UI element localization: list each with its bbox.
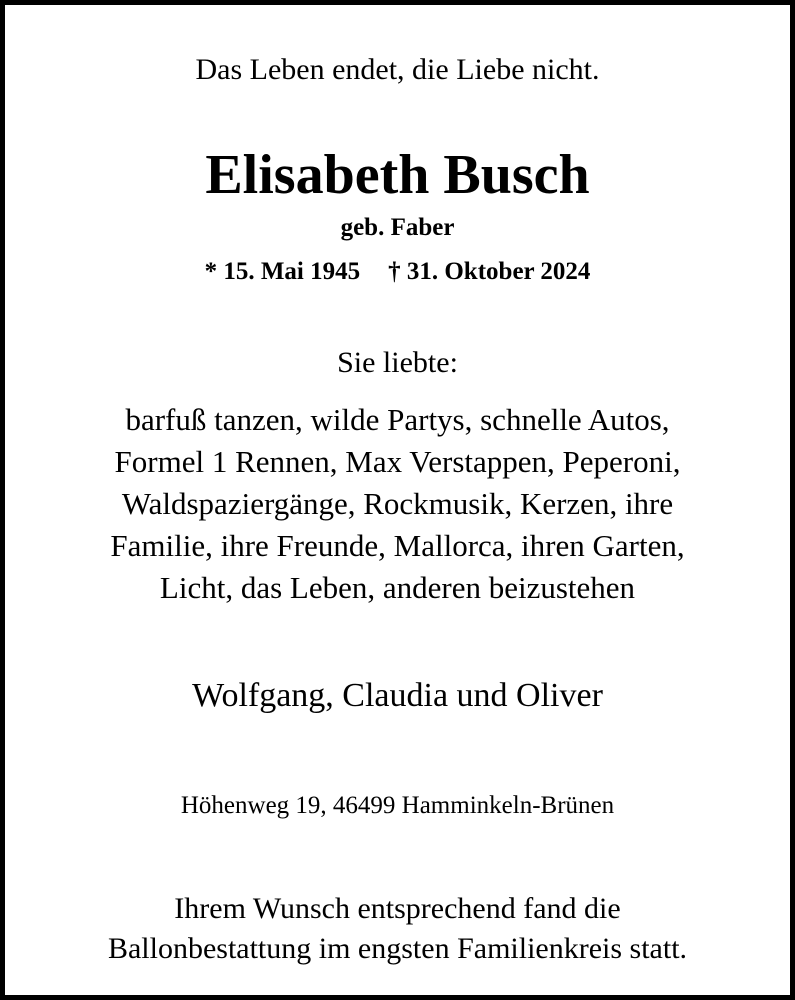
loved-line: Waldspaziergänge, Rockmusik, Kerzen, ihre	[121, 486, 674, 521]
closing-note	[5, 889, 790, 969]
birth-name: geb. Faber	[340, 214, 455, 241]
mourners: Wolfgang, Claudia und Oliver	[192, 677, 603, 714]
deceased-name: Elisabeth Busch	[205, 144, 590, 206]
life-dates	[5, 259, 790, 284]
motto: Das Leben endet, die Liebe nicht.	[195, 53, 600, 86]
death-date: † 31. Oktober 2024	[388, 258, 591, 285]
loved-list	[5, 399, 790, 609]
loved-line: Formel 1 Rennen, Max Verstappen, Peperoni,	[114, 444, 681, 479]
loved-heading: Sie liebte:	[337, 346, 458, 379]
birth-date: * 15. Mai 1945	[204, 258, 361, 285]
loved-line: Familie, ihre Freunde, Mallorca, ihren Garten,	[110, 528, 685, 563]
address: Höhenweg 19, 46499 Hamminkeln-Brünen	[180, 792, 615, 819]
closing-line: Ihrem Wunsch entsprechend fand die	[174, 892, 621, 925]
closing-line: Ballonbestattung im engsten Familienkreis statt.	[107, 932, 688, 965]
loved-line: barfuß tanzen, wilde Partys, schnelle Autos,	[125, 402, 670, 437]
loved-line: Licht, das Leben, anderen beizustehen	[159, 570, 636, 605]
